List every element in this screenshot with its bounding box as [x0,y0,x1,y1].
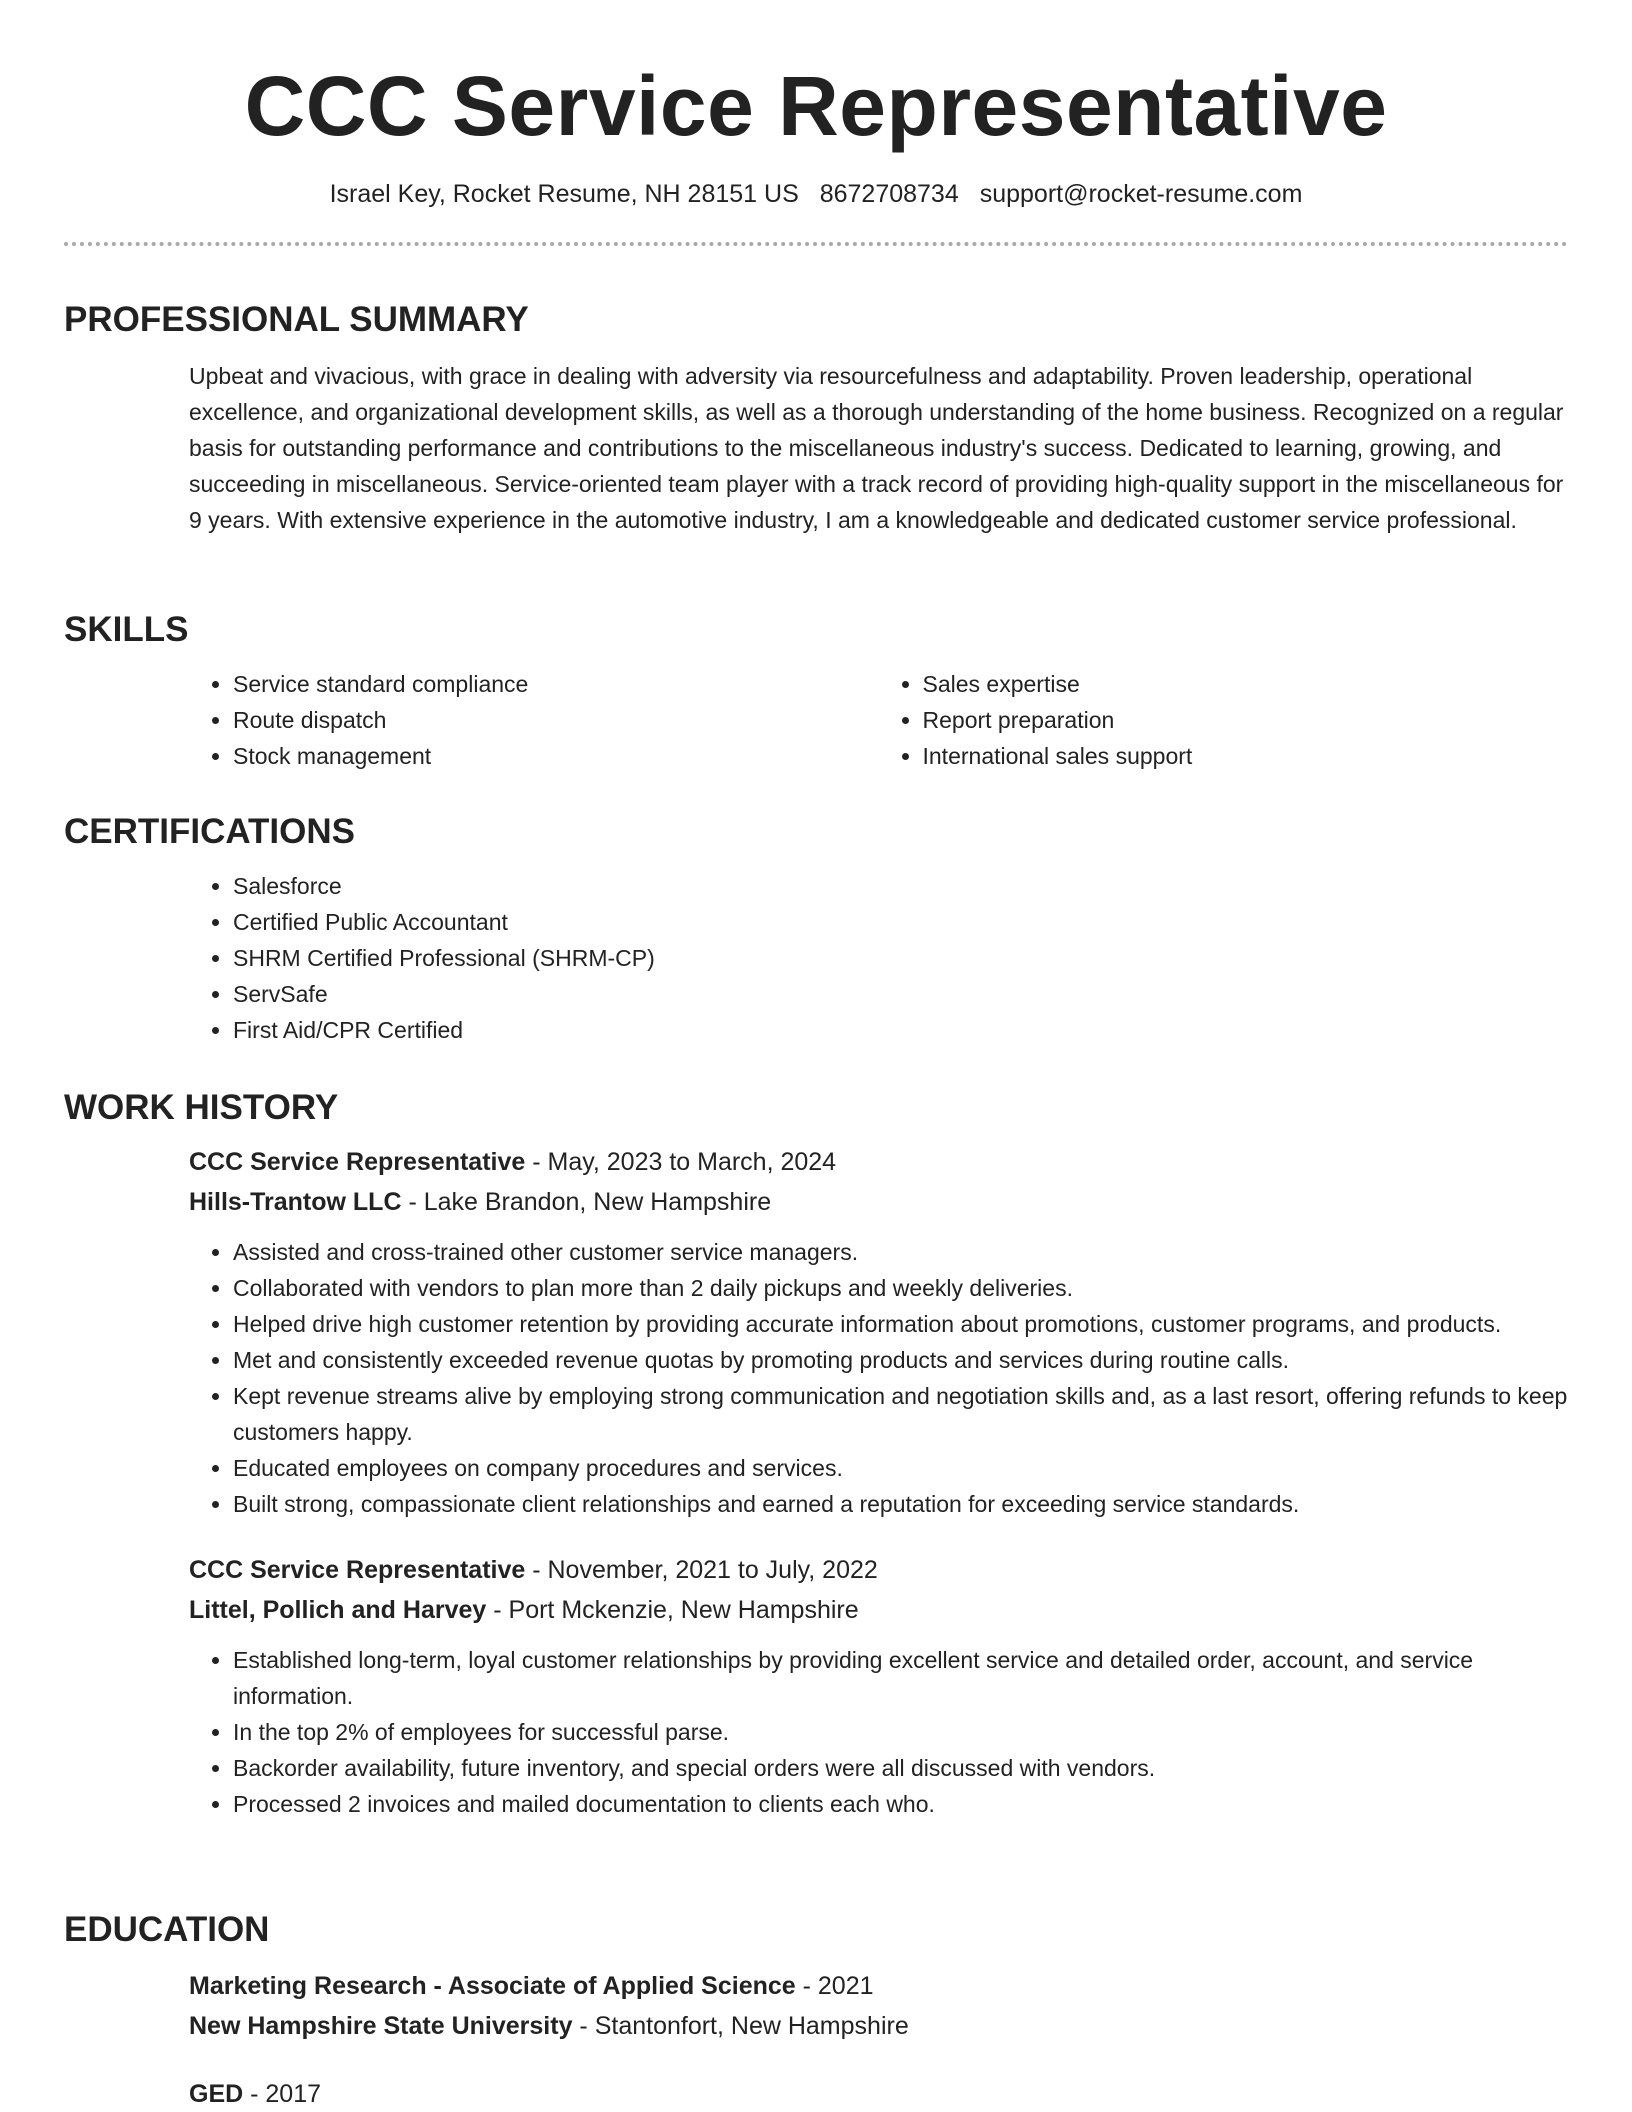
education-year: - 2021 [795,1972,874,2000]
list-item: • Helped drive high customer retention by providing accurate information about promotions, customer programs, and products. [233,1306,1568,1342]
education-entry [189,1966,1568,2046]
skills-section [0,608,1632,774]
list-item: • Collaborated with vendors to plan more than 2 daily pickups and weekly deliveries. [233,1270,1568,1306]
contact-line [0,178,1632,210]
resume-title: CCC Service Representative [244,59,1388,153]
list-item: • Certified Public Accountant [233,904,1568,940]
summary-section [0,298,1632,538]
work-heading: WORK HISTORY [64,1088,339,1127]
skills-left-list [189,666,879,774]
skills-right-list [879,666,1569,774]
job-dates: - November, 2021 to July, 2022 [525,1556,878,1584]
job-company-line [189,1590,1568,1630]
certifications-section [0,810,1632,1048]
list-item: • In the top 2% of employees for successful parse. [233,1714,1568,1750]
job-bullets [189,1642,1568,1822]
certifications-heading: CERTIFICATIONS [64,812,356,851]
list-item: • Assisted and cross-trained other customer service managers. [233,1234,1568,1270]
list-item: • Stock management [233,738,879,774]
job-company: Littel, Pollich and Harvey [189,1596,487,1624]
list-item: • Built strong, compassionate client relationships and earned a reputation for exceeding service standards. [233,1486,1568,1522]
list-item: • Met and consistently exceeded revenue quotas by promoting products and services during routine calls. [233,1342,1568,1378]
skills-grid [189,666,1568,774]
contact-email: support@rocket-resume.com [979,180,1303,208]
job-entry [189,1550,1568,1822]
skills-heading: SKILLS [64,610,189,649]
list-item: • Educated employees on company procedures and services. [233,1450,1568,1486]
summary-heading: PROFESSIONAL SUMMARY [64,300,529,339]
job-role-line [189,1142,1568,1182]
education-degree-line [189,2074,1568,2112]
list-item: • First Aid/CPR Certified [233,1012,1568,1048]
education-school-line [189,2006,1568,2046]
education-section [0,1908,1632,2112]
summary-text: Upbeat and vivacious, with grace in dealing with adversity via resourcefulness and adaptability. Proven leadership, operational excellence, and organizational development skills, as well as a thorough understanding of the home business. Recognized on a regular basis for outstanding performance and contributions to the miscellaneous industry's success. Dedicated to learning, growing, and succeeding in miscellaneous. Service-oriented team player with a track record of providing high-quality support in the miscellaneous for 9 years. With extensive experience in the automotive industry, I am a knowledgeable and dedicated customer service professional. [189,363,1564,533]
work-section [0,1086,1632,1822]
list-item: • Report preparation [923,702,1569,738]
education-heading: EDUCATION [64,1910,270,1949]
education-year: - 2017 [243,2080,322,2108]
job-role: CCC Service Representative [189,1556,526,1584]
job-dates: - May, 2023 to March, 2024 [525,1148,837,1176]
job-entry [189,1142,1568,1522]
list-item: • Kept revenue streams alive by employing strong communication and negotiation skills and, as a last resort, offering refunds to keep customers happy. [233,1378,1568,1450]
job-role: CCC Service Representative [189,1148,526,1176]
education-school: New Hampshire State University [189,2012,573,2040]
contact-phone: 8672708734 [819,180,959,208]
education-location: - Stantonfort, New Hampshire [572,2012,909,2040]
list-item: • Salesforce [233,868,1568,904]
job-company-line [189,1182,1568,1222]
list-item: • Processed 2 invoices and mailed documentation to clients each who. [233,1786,1568,1822]
header-divider [64,242,1568,246]
list-item: • Sales expertise [923,666,1569,702]
list-item: • Service standard compliance [233,666,879,702]
education-degree-line [189,1966,1568,2006]
list-item: • International sales support [923,738,1569,774]
list-item: • Route dispatch [233,702,879,738]
certifications-body [189,868,1568,1048]
education-degree: Marketing Research - Associate of Applied Science [189,1972,796,2000]
job-bullets [189,1234,1568,1522]
job-location: - Port Mckenzie, New Hampshire [486,1596,859,1624]
education-degree: GED [189,2080,244,2108]
job-location: - Lake Brandon, New Hampshire [401,1188,772,1216]
education-entry [189,2074,1568,2112]
contact-address: Israel Key, Rocket Resume, NH 28151 US [329,180,799,208]
list-item: • SHRM Certified Professional (SHRM-CP) [233,940,1568,976]
certifications-list [189,868,1568,1048]
list-item: • Backorder availability, future inventory, and special orders were all discussed with vendors. [233,1750,1568,1786]
list-item: • ServSafe [233,976,1568,1012]
job-company: Hills-Trantow LLC [189,1188,402,1216]
job-role-line [189,1550,1568,1590]
list-item: • Established long-term, loyal customer relationships by providing excellent service and detailed order, account, and service information. [233,1642,1568,1714]
